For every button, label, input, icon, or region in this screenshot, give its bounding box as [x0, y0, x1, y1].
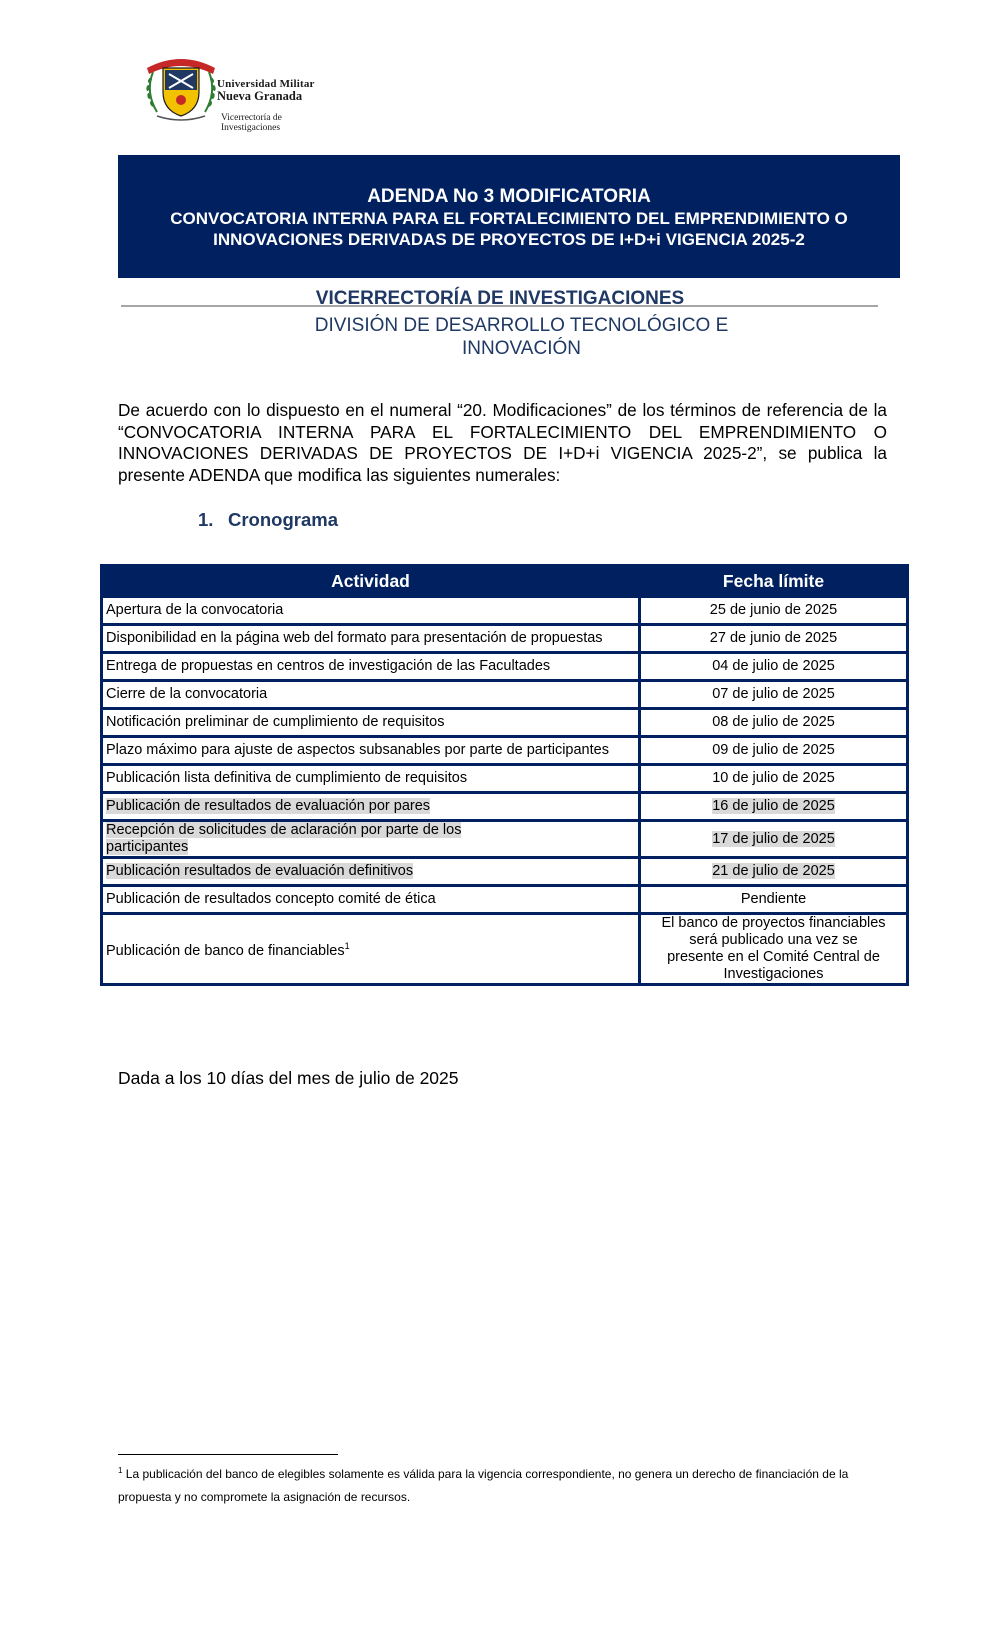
date-cell: [640, 858, 908, 886]
date-line: presente en el Comité Central de: [667, 949, 880, 965]
intro-paragraph: De acuerdo con lo dispuesto en el numeral “20. Modificaciones” de los términos de referencia de la “CONVOCATORIA INTERNA PARA EL FORTALECIMIENTO DEL EMPRENDIMIENTO O INNOVACIONES DERIVADAS DE PROYECTOS DE I+D+i VIGENCIA 2025-2”, se publica la presente ADENDA que modifica las siguientes numerales:: [118, 400, 887, 485]
banner-subtitle-line-1: CONVOCATORIA INTERNA PARA EL FORTALECIMIENTO DEL EMPRENDIMIENTO O: [170, 209, 848, 228]
highlighted-text: Publicación de resultados de evaluación por pares: [106, 798, 431, 814]
banner-title: ADENDA No 3 MODIFICATORIA: [367, 186, 651, 207]
banner-subtitle-line-2: INNOVACIONES DERIVADAS DE PROYECTOS DE I+D+i VIGENCIA 2025-2: [213, 230, 805, 249]
table-header-row: [102, 566, 908, 597]
date-line: El banco de proyectos financiables: [661, 915, 886, 931]
table-row: [102, 737, 908, 765]
vicerrectoria-heading: VICERRECTORÍA DE INVESTIGACIONES: [315, 288, 685, 309]
footnote: [118, 1459, 878, 1509]
date-cell: [640, 914, 908, 985]
table-row: [102, 793, 908, 821]
table-row: [102, 597, 908, 625]
table-row: [102, 765, 908, 793]
section-title: Cronograma: [228, 509, 338, 530]
activity-cell: [102, 793, 640, 821]
highlighted-text: Publicación resultados de evaluación definitivos: [106, 863, 414, 879]
table-row: [102, 625, 908, 653]
footnote-ref[interactable]: 1: [344, 941, 350, 952]
highlighted-text: participantes: [106, 839, 189, 855]
date-cell: 04 de julio de 2025: [640, 653, 908, 681]
activity-cell: [102, 821, 640, 858]
logo-line-2: Nueva Granada: [217, 89, 303, 103]
highlighted-text: Recepción de solicitudes de aclaración por parte de los: [106, 822, 462, 838]
activity-text: Publicación de banco de financiables: [106, 942, 345, 959]
date-line: Investigaciones: [723, 966, 824, 982]
date-cell: [640, 793, 908, 821]
date-cell: [640, 821, 908, 858]
university-logo: [143, 52, 343, 133]
date-cell: 25 de junio de 2025: [640, 597, 908, 625]
activity-cell: Notificación preliminar de cumplimiento de requisitos: [102, 709, 640, 737]
activity-cell: Entrega de propuestas en centros de investigación de las Facultades: [102, 653, 640, 681]
date-cell: 07 de julio de 2025: [640, 681, 908, 709]
header-deadline: Fecha límite: [640, 566, 908, 597]
highlighted-text: 17 de julio de 2025: [712, 830, 835, 847]
table-row: [102, 914, 908, 985]
section-heading: [198, 509, 338, 531]
highlighted-text: 16 de julio de 2025: [712, 798, 835, 814]
footnote-divider: [118, 1454, 338, 1455]
table-row: [102, 821, 908, 858]
activity-cell: Disponibilidad en la página web del formato para presentación de propuestas: [102, 625, 640, 653]
table-row: [102, 681, 908, 709]
activity-cell: Publicación lista definitiva de cumplimiento de requisitos: [102, 765, 640, 793]
activity-cell: [102, 914, 640, 985]
table-row: [102, 653, 908, 681]
university-crest-icon: [143, 52, 219, 122]
division-heading: [0, 314, 1000, 360]
date-cell: 09 de julio de 2025: [640, 737, 908, 765]
table-row: [102, 886, 908, 914]
closing-statement: Dada a los 10 días del mes de julio de 2025: [118, 1068, 459, 1088]
activity-cell: [102, 858, 640, 886]
table-row: [102, 709, 908, 737]
logo-line-3: Vicerrectoría de Investigaciones: [221, 113, 282, 133]
highlighted-text: 21 de julio de 2025: [712, 863, 835, 879]
section-number: 1.: [198, 509, 214, 530]
activity-cell: Publicación de resultados concepto comité de ética: [102, 886, 640, 914]
table-row: [102, 858, 908, 886]
header-activity: Actividad: [102, 566, 640, 597]
division-line-1: DIVISIÓN DE DESARROLLO TECNOLÓGICO E: [314, 315, 729, 336]
date-line: será publicado una vez se: [689, 932, 858, 948]
date-cell: Pendiente: [640, 886, 908, 914]
heading-divider: [121, 305, 878, 307]
activity-cell: Apertura de la convocatoria: [102, 597, 640, 625]
date-cell: 10 de julio de 2025: [640, 765, 908, 793]
date-cell: 08 de julio de 2025: [640, 709, 908, 737]
logo-wordmark: [217, 78, 343, 133]
header-banner: [118, 155, 900, 278]
division-line-2: INNOVACIÓN: [462, 338, 581, 359]
footnote-text: La publicación del banco de elegibles solamente es válida para la vigencia correspondiente, no genera un derecho de financiación de la propuesta y no compromete la asignación de recursos.: [118, 1467, 849, 1504]
activity-cell: Cierre de la convocatoria: [102, 681, 640, 709]
footnote-number: 1: [118, 1466, 123, 1475]
date-cell: 27 de junio de 2025: [640, 625, 908, 653]
logo-line-1: Universidad Militar: [217, 78, 315, 90]
schedule-table: [100, 564, 909, 986]
activity-cell: Plazo máximo para ajuste de aspectos subsanables por parte de participantes: [102, 737, 640, 765]
